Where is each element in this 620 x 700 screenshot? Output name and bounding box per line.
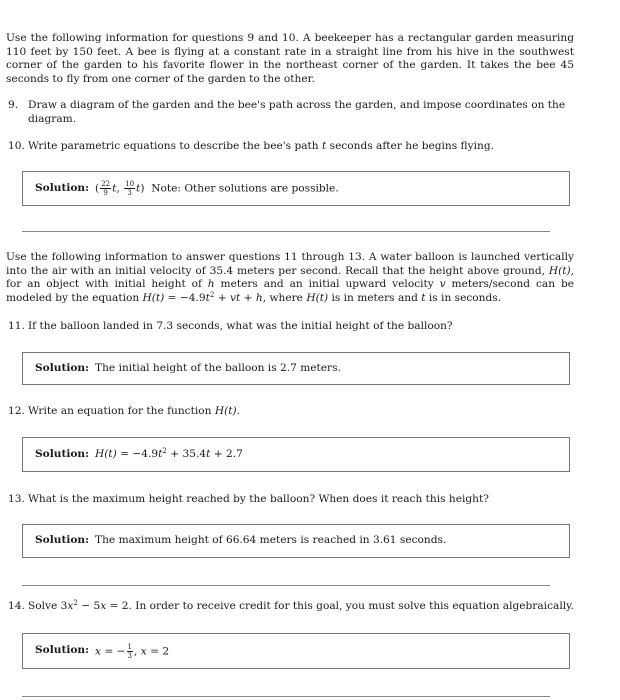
solution-text: ( $\frac{22}{9}$ t, $\frac{10}{3}$ t) Note: Other solutions are possible. xyxy=(95,180,339,197)
question-text: What is the maximum height reached by the balloon? When does it reach this height? xyxy=(28,493,489,505)
solution-label: Solution: xyxy=(35,644,90,657)
solution-label: Solution: xyxy=(35,534,90,547)
question-number: 10. xyxy=(8,140,25,152)
intro-paragraph-bee: Use the following information for questions 9 and 10. A beekeeper has a rectangular garden measuring 110 feet by 150 feet. A bee is flying at a constant rate in a straight line from his hive in the southwest corner of the garden to his favorite flower in the northeast corner of the garden. It takes the bee 45 seconds to fly from one corner of the garden to the other. xyxy=(6,32,574,85)
fraction: $\frac{10}{3}$ xyxy=(125,180,135,197)
solution-label: Solution: xyxy=(35,447,90,460)
solution-box-13 xyxy=(22,524,570,558)
question-14: 14. Solve $3x^2 - 5x = 2$. In order to receive credit for this goal, you must solve this equation algebraically. xyxy=(8,599,575,612)
question-number: 13. xyxy=(8,493,25,505)
divider xyxy=(22,231,550,232)
question-text: Draw a diagram of the garden and the bee's path across the garden, and impose coordinates on the diagram. xyxy=(28,99,566,125)
divider xyxy=(22,696,550,697)
solution-box-12 xyxy=(22,437,570,472)
fraction: $\frac{1}{3}$ xyxy=(127,642,132,660)
question-13 xyxy=(8,493,594,507)
solution-text: The maximum height of 66.64 meters is reached in 3.61 seconds. xyxy=(95,534,447,547)
intro-paragraph-balloon: Use the following information to answer questions 11 through 13. A water balloon is launched vertically into the air with an initial velocity of 35.4 meters per second. Recall that the height above ground, H(t), for an object with initial height of h meters and an initial upward velocity v meters/second can be modeled by the equation $H(t) = -4.9t^2$ + vt + h, where H(t) is in meters and t is in seconds. xyxy=(6,251,574,304)
solution-text: The initial height of the balloon is 2.7 meters. xyxy=(95,361,341,374)
solution-label: Solution: xyxy=(35,361,90,374)
solution-label: Solution: xyxy=(35,181,90,194)
solution-box-14 xyxy=(22,633,570,669)
question-10: 10. Write parametric equations to describe the bee's path t seconds after he begins flying. xyxy=(8,140,494,152)
solution-box-10 xyxy=(22,171,570,206)
question-number: 11. xyxy=(8,320,25,332)
question-text: If the balloon landed in 7.3 seconds, what was the initial height of the balloon? xyxy=(28,320,453,332)
question-9 xyxy=(8,99,594,126)
question-number: 9. xyxy=(8,99,19,111)
solution-text: $H(t) = -4.9t^2 + 35.4t + 2.7$ xyxy=(95,446,243,460)
question-number: 14. xyxy=(8,600,25,612)
question-number: 12. xyxy=(8,405,25,417)
fraction: $\frac{22}{9}$ xyxy=(101,180,111,197)
question-11 xyxy=(8,320,594,334)
question-12: 12. Write an equation for the function H(t). xyxy=(8,405,240,417)
solution-box-11 xyxy=(22,352,570,385)
solution-text: x = − $\frac{1}{3}$ , x = 2 xyxy=(95,642,170,660)
divider xyxy=(22,585,550,586)
